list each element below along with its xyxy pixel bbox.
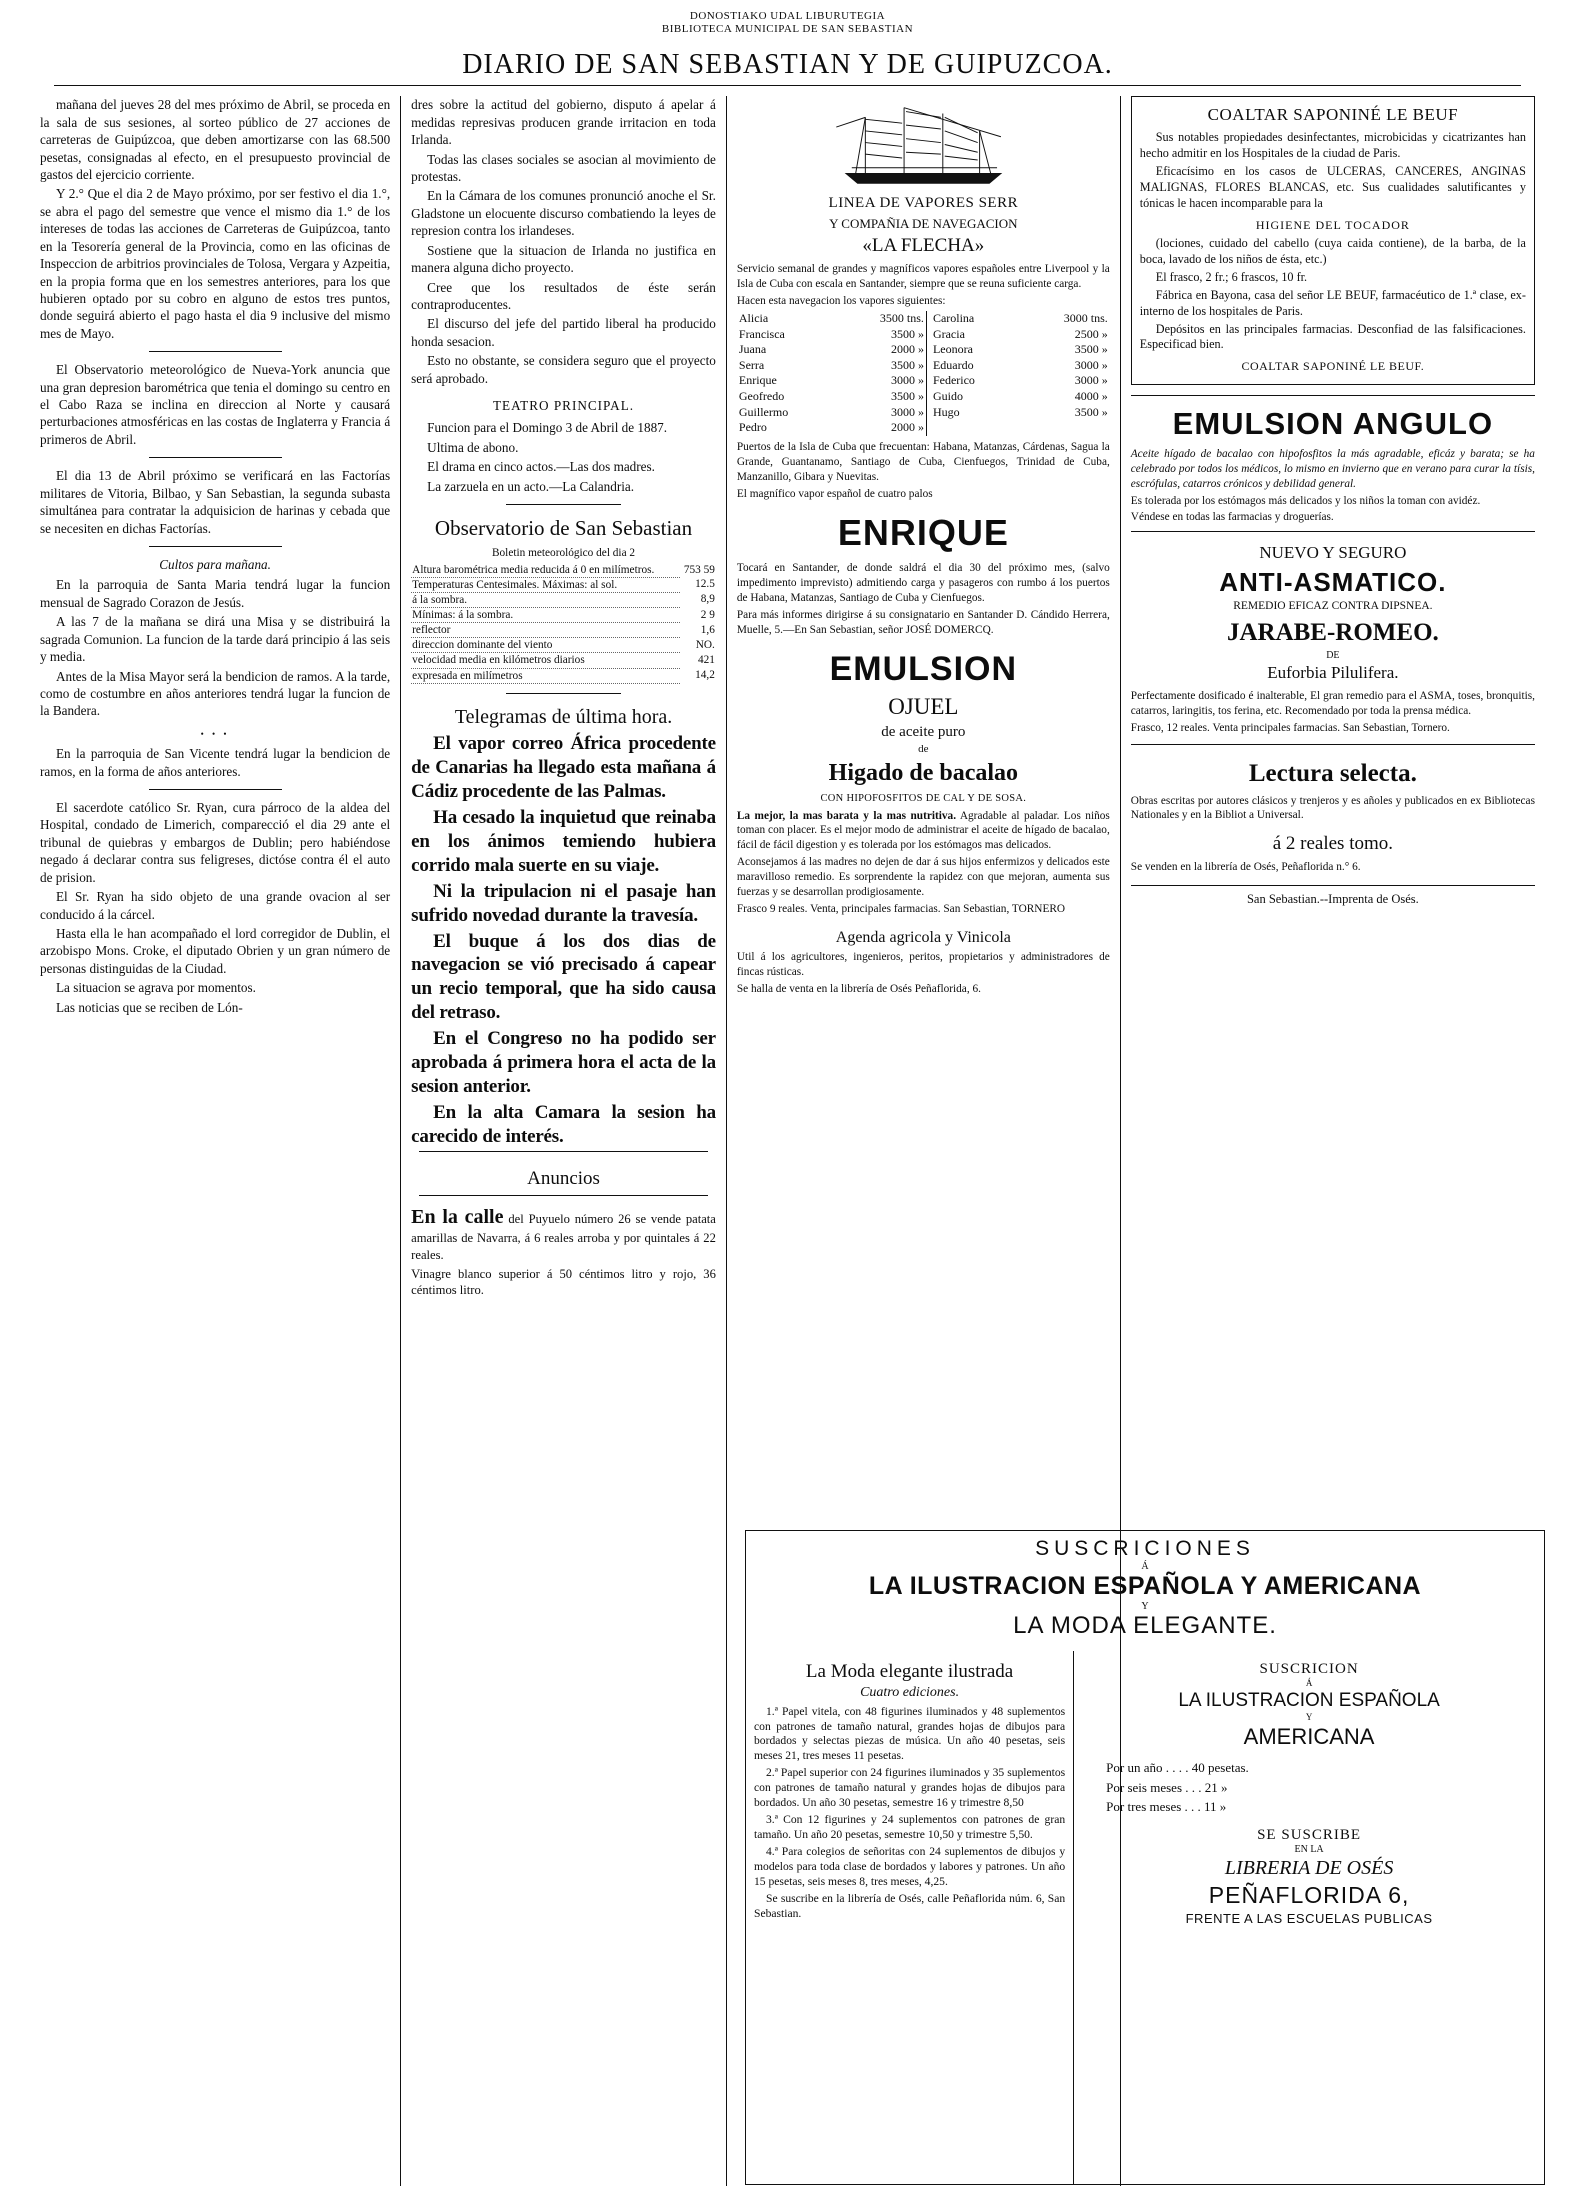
paragraph-divider: [149, 546, 282, 547]
ship-tons: 3000 »: [1074, 357, 1108, 372]
shipping-fleet-intro: Hacen esta navegacion los vapores siguientes:: [736, 295, 946, 308]
ad-price-2reales: á 2 reales tomo.: [1272, 833, 1394, 855]
section-heading-observatorio: Observatorio de San Sebastian: [434, 516, 693, 541]
subscription-left-column: [746, 1651, 1073, 2184]
obs-value: 421: [697, 653, 715, 666]
telegram-item: El vapor correo África procedente de Canarias ha llegado esta mañana á Cádiz procedente de las Palmas.: [411, 733, 716, 802]
magnifico-text: El magnífico vapor español de cuatro palos: [736, 487, 933, 500]
ship-name: Federico: [926, 373, 1020, 389]
ship-tons: 4000 »: [1074, 389, 1108, 403]
article-paragraph: Las noticias que se reciben de Lón-: [56, 999, 243, 1015]
bookstore-address: PEÑAFLORIDA 6,: [1208, 1881, 1410, 1908]
ad-word-de: DE: [1326, 650, 1340, 662]
ad-divider: [1131, 531, 1535, 532]
obs-value: 1,6: [700, 623, 715, 636]
article-paragraph: El Observatorio meteorológico de Nueva-York anuncia que una gran depresion barométrica que tenia el domingo su centro en el Cabo Raza se inclina en direccion al Norte y causará perturbaciones atmosféricas en las costas de Inglaterra y Francia á primeros de Abril.: [40, 362, 391, 447]
price-label: Por tres meses: [1106, 1799, 1182, 1814]
price-value: 21 »: [1204, 1779, 1228, 1795]
emulsion-claim: [737, 809, 1110, 854]
article-paragraph: En la parroquia de Santa Maria tendrá lugar la funcion mensual de Sagrado Corazon de Jesús.: [40, 577, 391, 610]
ad-divider: [1131, 395, 1535, 396]
anuncios-divider: [419, 1151, 708, 1152]
ports-text: Puertos de la Isla de Cuba que frecuentan: Habana, Matanzas, Cárdenas, Sagua la Grande, Guantanamo, Santiago de Cuba, Cienfuegos, Trinidad de Cuba, Manzanillo, Gibara y Nuevitas.: [736, 440, 1110, 483]
anuncios-divider-2: [419, 1195, 708, 1196]
ad-paragraph: Frasco, 12 reales. Venta principales farmacias. San Sebastian, Tornero.: [1130, 721, 1450, 734]
obs-label: á la sombra.: [411, 592, 679, 607]
telegram-item: En la alta Camara la sesion ha carecido de interés.: [411, 1102, 716, 1148]
bookstore-name: LIBRERIA DE OSÉS: [1224, 1856, 1394, 1879]
se-suscribe-label: SE SUSCRIBE: [1257, 1826, 1362, 1843]
theatre-line: La zarzuela en un acto.—La Calandria.: [427, 478, 635, 494]
classified-ad-headline: En la calle: [411, 1206, 504, 1229]
suscricion-publication: LA ILUSTRACION ESPAÑOLA: [1178, 1690, 1440, 1711]
obs-label: velocidad media en kilómetros diarios: [411, 653, 679, 668]
obs-value: 14,2: [695, 669, 715, 682]
shipping-line-title: LINEA DE VAPORES SERR: [828, 195, 1019, 212]
article-paragraph: mañana del jueves 28 del mes próximo de Abril, se proceda en la sala de sus sesiones, al sorteo público de 27 acciones de carreteras de Guipúzcoa, que deben amortizarse con las 68.500 pesetas, consignadas al efecto, en el presupuesto provincial de gastos del ejercicio corriente.: [40, 97, 391, 182]
telegram-item: El buque á los dos dias de navegacion se vió precisado á capear un recio temporal, que ha sido causa del retraso.: [411, 930, 716, 1024]
article-paragraph: Sostiene que la situacion de Irlanda no justifica en manera alguna dicho proyecto.: [411, 242, 716, 276]
ad-subtitle: de aceite puro: [881, 723, 966, 740]
paragraph-divider: [149, 789, 282, 790]
ship-tons: 2500 »: [1074, 326, 1108, 341]
ad-paragraph: Eficacísimo en los casos de ULCERAS, CANCERES, ANGINAS MALIGNAS, FLORES BLANCAS, etc. Sus cualidades salutificantes y tónicas le hacen incomparable para la: [1139, 164, 1526, 210]
ad-subtitle-euforbia: Euforbia Pilulifera.: [1267, 663, 1399, 683]
theatre-line: El drama en cinco actos.—Las dos madres.: [427, 459, 655, 475]
article-paragraph: Hasta ella le han acompañado el lord corregidor de Dublin, el arzobispo Mons. Croke, el diputado Obrien y un gran número de personas distinguidas de la Ciudad.: [40, 926, 391, 976]
paragraph-dot-divider: [149, 724, 282, 741]
subscription-columns: [746, 1651, 1544, 2184]
ship-tons: 3000 »: [890, 404, 924, 419]
table-row: [737, 342, 1110, 358]
library-stamp-line-2: BIBLIOTECA MUNICIPAL DE SAN SEBASTIAN: [661, 22, 914, 35]
article-paragraph: En la Cámara de los comunes pronunció anoche el Sr. Gladstone un elocuente discurso combatiendo la leyes de represion contra los irlandeses.: [411, 188, 716, 239]
table-row: [411, 563, 716, 578]
ship-name: Leonora: [926, 342, 1020, 358]
page-title: DIARIO DE SAN SEBASTIAN Y DE GUIPUZCOA.: [462, 49, 1113, 81]
ship-name: Eduardo: [926, 358, 1020, 374]
agenda-venta: Se halla de venta en la librería de Osés Peñaflorida, 6.: [736, 982, 981, 995]
ad-paragraph: El frasco, 2 fr.; 6 frascos, 10 fr.: [1155, 269, 1308, 284]
emulsion-claim-rest: Agradable al paladar. Los niños toman con placer. Es el mejor modo de administrar el aceite de hígado de bacalao, fácil de fácil digestion y es tolerada por los estómagos mas delicados.: [736, 809, 1110, 852]
moda-edition-item: 2.ª Papel superior con 24 figurines iluminados y 35 suplementos con patrones de tamaño natural y grandes hojas de dibujos para bordados. Un año 30 pesetas, semestre 16 y trimestre 8,50: [754, 1766, 1066, 1809]
ad-footer-coaltar: COALTAR SAPONINÉ LE BEUF.: [1241, 359, 1425, 374]
obs-label: Mínimas: á la sombra.: [411, 608, 679, 623]
section-heading-anuncios: Anuncios: [527, 1167, 600, 1189]
masthead: [30, 10, 1545, 81]
article-paragraph: Esto no obstante, se considera seguro que el proyecto será aprobado.: [411, 353, 716, 386]
table-row: [411, 638, 716, 653]
ship-name: Francisca: [738, 326, 785, 341]
price-dots: . . . .: [1165, 1760, 1189, 1775]
price-label: Por un año: [1106, 1760, 1163, 1775]
ad-paragraph: Depósitos en las principales farmacias. Desconfiad de las falsificaciones. Especificad bien.: [1139, 321, 1526, 352]
classified-ad-body: del Puyuelo número 26 se vende patata amarillas de Navarra, á 6 reales arroba y por quintales á 22 reales.: [411, 1212, 716, 1263]
obs-value: 12.5: [695, 578, 715, 591]
sailing-ship-illustration: [737, 98, 1110, 190]
library-stamp-line-1: DONOSTIAKO UDAL LIBURUTEGIA: [689, 10, 886, 22]
ad-paragraph: Aceite hígado de bacalao con hipofosfitos la más agradable, eficáz y barata; se ha celebrado por todos los médicos, lo mismo en invierno que en verano para curar la tísis, escrófulas, catarros crónicos y debilidad general.: [1130, 447, 1535, 490]
subscription-ad-header: [746, 1531, 1544, 1646]
emulsion-advice: Aconsejamos á las madres no dejen de dar á sus hijos enfermizos y delicados este maravilloso remedio. Es sorprendente la rapidez con que mejoran, aumenta sus fuerzas y se desarrollan prodigiosamente.: [736, 856, 1110, 899]
article-paragraph: El discurso del jefe del partido liberal ha producido honda sesacion.: [411, 316, 716, 349]
ship-fleet-table: [737, 311, 1110, 436]
article-paragraph: El sacerdote católico Sr. Ryan, cura párroco de la aldea del Hospital, condado de Limerich, comparecció el dia 29 ante el tribunal de quiebras y embargos de Dublin; pero habiéndose negado á declarar contra sus feligreses, dictóse contra él el auto de prision.: [40, 800, 391, 885]
ad-paragraph: Fábrica en Bayona, casa del señor LE BEUF, farmacéutico de 1.ª clase, ex-interno de los hospitales de Paris.: [1139, 287, 1526, 318]
theatre-line: Ultima de abono.: [427, 439, 519, 455]
enrique-agent: Para más informes dirigirse á su consignatario en Santander D. Cándido Herrera, Muelle, 5.—En San Sebastian, señor JOSÉ DOMERCQ.: [736, 608, 1110, 636]
article-paragraph: dres sobre la actitud del gobierno, disputo á apelar á medidas represivas producen grande irritacion en toda Irlanda.: [411, 97, 716, 148]
ship-tons: 3500 »: [890, 357, 924, 372]
moda-editions: Cuatro ediciones.: [860, 1685, 960, 1700]
ad-subtitle-de: de: [918, 743, 929, 756]
ship-tons: 3000 tns.: [1063, 311, 1108, 326]
article-paragraph: La situacion se agrava por momentos.: [56, 980, 256, 996]
obs-value: NO.: [695, 638, 715, 651]
ship-name: Guido: [926, 389, 1020, 405]
obs-value: 2 9: [700, 608, 715, 621]
subscription-preposition: Á: [1141, 1561, 1149, 1572]
table-row: [737, 405, 1110, 421]
suscricion-conjunction: Y: [1305, 1712, 1313, 1722]
ship-name: Juana: [738, 342, 767, 357]
ship-tons: 3500 »: [1074, 342, 1108, 357]
ad-subtitle-higado: Higado de bacalao: [828, 760, 1019, 786]
ad-box-coaltar: [1131, 96, 1535, 385]
ship-name: Serra: [738, 357, 765, 372]
column-2: [401, 96, 727, 2186]
ship-name: Geofredo: [738, 389, 785, 403]
ship-name: Gracia: [926, 327, 1020, 343]
moda-title: La Moda elegante ilustrada: [805, 1661, 1014, 1682]
price-value: 11 »: [1204, 1799, 1227, 1814]
agenda-body: Util á los agricultores, ingenieros, peritos, propietarios y administradores de fincas rústicas.: [736, 950, 1110, 978]
price-row: [1106, 1797, 1536, 1817]
moda-edition-item: 4.ª Para colegios de señoritas con 24 suplementos de dibujos y modelos para toda clase de bordados y labores y patrones. Un año 15 pesetas, seis meses 8, tres meses, 4,25.: [754, 1845, 1066, 1888]
price-value: 40 pesetas.: [1191, 1760, 1249, 1775]
table-row: [411, 653, 716, 668]
ship-tons: 3500 tns.: [879, 311, 924, 326]
suscricion-label: SUSCRICION: [1259, 1661, 1359, 1677]
article-paragraph: Cree que los resultados de éste serán contraproducentes.: [411, 279, 716, 312]
imprint-line: San Sebastian.--Imprenta de Osés.: [1131, 885, 1535, 908]
shipping-service-text: Servicio semanal de grandes y magníficos vapores españoles entre Liverpool y la Isla de Cuba con escala en Santander, siempre que se reuna suficiente carga.: [736, 263, 1110, 291]
subscription-publication-1: LA ILUSTRACION ESPAÑOLA Y AMERICANA: [868, 1572, 1422, 1600]
article-paragraph: Todas las clases sociales se asocian al movimiento de protestas.: [411, 151, 716, 184]
table-row: [411, 592, 716, 607]
telegram-item: Ha cesado la inquietud que reinaba en los ánimos temiendo hubiera corrido mala suerte en su viaje.: [411, 806, 716, 876]
ad-headline-agenda: Agenda agricola y Vinicola: [835, 928, 1011, 946]
telegram-item: Ni la tripulacion ni el pasaje han sufrido novedad durante la travesía.: [411, 880, 716, 926]
bookstore-location-note: FRENTE A LAS ESCUELAS PUBLICAS: [1185, 1910, 1433, 1926]
emulsion-price: Frasco 9 reales. Venta, principales farmacias. San Sebastian, TORNERO: [736, 902, 1066, 915]
table-row: [411, 577, 716, 592]
obs-value: 753 59: [683, 563, 715, 576]
ad-paragraph: Se venden en la librería de Osés, Peñaflorida n.° 6.: [1130, 861, 1361, 874]
article-paragraph: Y 2.° Que el dia 2 de Mayo próximo, por ser festivo el dia 1.°, se abra el pago del semestre que vence el mismo dia 1.° de los intereses de todas las acciones de Carreteras de Guipúzcoa, tanto en la Tesorería general de la Provincia, como en las oficinas de Inspeccion de arbitrios provinciales de Tolosa, Vergara y Azpeitia, en la propia forma que en los semestres anteriores, para los que hubieren optado por su cobro en alguno de estos tres puntos, donde seguirá abierto el pago hasta el dia 9 inclusive del mismo mes de Mayo.: [40, 186, 391, 341]
ad-brand-ojuel: OJUEL: [888, 694, 959, 720]
ship-tons: 3000 »: [1074, 373, 1108, 388]
theatre-line: Funcion para el Domingo 3 de Abril de 1887.: [427, 420, 668, 436]
ship-name: Pedro: [738, 420, 767, 435]
price-row: [1106, 1758, 1536, 1778]
ad-headline-antiasmatico: ANTI-ASMATICO.: [1219, 566, 1447, 597]
ad-paragraph: (lociones, cuidado del cabello (cuya caida contiene), de la barba, de la boca, lavado de los niños de ésta, etc.): [1139, 236, 1526, 267]
price-dots: . . .: [1185, 1779, 1202, 1795]
ad-paragraph: Es tolerada por los estómagos más delicados y los niños la toman con avidéz.: [1130, 494, 1481, 507]
shipping-brand: «LA FLECHA»: [862, 235, 985, 257]
ad-subtitle-remedio: REMEDIO EFICAZ CONTRA DIPSNEA.: [1233, 600, 1433, 613]
ad-headline-enrique: ENRIQUE: [837, 512, 1009, 554]
suscricion-preposition: Á: [1305, 1678, 1313, 1688]
obs-value: 8,9: [700, 593, 715, 606]
table-row: [411, 668, 716, 683]
subscription-conjunction: Y: [1141, 1601, 1149, 1612]
table-row: [737, 311, 1110, 327]
article-paragraph: El Sr. Ryan ha sido objeto de una grande ovacion al ser conducido á la cárcel.: [40, 889, 391, 922]
ship-tons: 2000 »: [890, 342, 924, 357]
paragraph-divider: [506, 504, 622, 505]
moda-edition-item: 3.ª Con 12 figurines y 24 suplementos con patrones de gran tamaño. Un año 20 pesetas, semestre 10,50 y trimestre 5,50.: [754, 1813, 1066, 1841]
ad-divider: [1131, 744, 1535, 745]
article-paragraph: El dia 13 de Abril próximo se verificará en las Factorías militares de Vitoria, Bilbao, y San Sebastian, la segunda subasta simultánea para contratar la adquisicion de harinas y cebada que se necesiten en dichas Factorías.: [40, 468, 391, 536]
subscription-publication-2: LA MODA ELEGANTE.: [1013, 1612, 1277, 1639]
section-heading-cultos: Cultos para mañana.: [159, 556, 271, 572]
subscription-ad-box: [745, 1530, 1545, 2185]
price-row: [1106, 1778, 1536, 1798]
en-la-label: EN LA: [1294, 1843, 1324, 1855]
ship-tons-empty: [1020, 420, 1109, 436]
table-row: [737, 373, 1110, 389]
ship-tons: 3000 »: [890, 373, 924, 388]
table-row: [737, 420, 1110, 436]
shipping-company: Y COMPAÑIA DE NAVEGACION: [829, 216, 1018, 232]
price-label: Por seis meses: [1106, 1779, 1183, 1795]
ad-subtitle-higiene: HIGIENE DEL TOCADOR: [1255, 217, 1410, 232]
observatory-subtitle: Boletin meteorológico del dia 2: [492, 546, 636, 559]
ad-subtitle-hipofosfitos: CON HIPOFOSFITOS DE CAL Y DE SOSA.: [820, 792, 1027, 804]
ship-name: Hugo: [926, 405, 1020, 421]
ship-name: Carolina: [926, 311, 1020, 327]
paragraph-divider: [149, 351, 282, 352]
ad-headline-lectura: Lectura selecta.: [1248, 759, 1417, 787]
ship-tons: 3500 »: [890, 326, 924, 341]
ship-tons: 2000 »: [890, 420, 924, 435]
ad-paragraph: Sus notables propiedades desinfectantes, microbicidas y cicatrizantes han hecho admitir en los Hospitales de la ciudad de Paris.: [1139, 130, 1526, 161]
moda-edition-item: 1.ª Papel vitela, con 48 figurines iluminados y 48 suplementos con patrones de tamaño natural, grandes hojas de dibujos para bordados y selectas piezas de música. Un año 40 pesetas, seis meses 21, tres meses 11 pesetas.: [754, 1705, 1066, 1762]
column-1: [30, 96, 401, 2186]
ship-name-empty: [926, 420, 1020, 436]
moda-subscribe-note: Se suscribe en la librería de Osés, calle Peñaflorida núm. 6, San Sebastian.: [754, 1892, 1066, 1920]
ship-name: Guillermo: [738, 404, 789, 419]
obs-label: Altura barométrica media reducida á 0 en milímetros.: [411, 563, 679, 578]
obs-label: expresada en milímetros: [411, 668, 679, 683]
ad-headline-emulsion-angulo: EMULSION ANGULO: [1172, 405, 1494, 441]
article-paragraph: A las 7 de la mañana se dirá una Misa y se distribuirá la sagrada Comunion. La funcion de la tarde dará principio á las seis y media.: [40, 614, 391, 665]
paragraph-divider: [506, 693, 622, 694]
emulsion-claim-bold: La mejor, la mas barata y la mas nutritiva.: [736, 809, 957, 822]
ad-kicker-nuevo: NUEVO Y SEGURO: [1259, 543, 1407, 563]
table-row: [411, 608, 716, 623]
masthead-rule: [54, 85, 1521, 86]
ship-name: Enrique: [738, 373, 777, 388]
table-row: [411, 623, 716, 638]
table-row: [737, 389, 1110, 405]
ad-title-coaltar: COALTAR SAPONINÉ LE BEUF: [1207, 105, 1459, 125]
observatory-table: [411, 563, 716, 684]
price-dots: . . .: [1184, 1799, 1201, 1814]
ad-paragraph: Obras escritas por autores clásicos y trenjeros y es añoles y publicados en ex Bibliotecas Nationales y en la Bibliot a Universal.: [1130, 794, 1535, 822]
ship-name: Alicia: [738, 311, 769, 326]
section-heading-teatro: TEATRO PRINCIPAL.: [492, 398, 635, 414]
ship-tons: 3500 »: [890, 389, 924, 403]
ad-paragraph: Véndese en todas las farmacias y droguerías.: [1130, 511, 1334, 524]
table-row: [737, 358, 1110, 374]
ad-paragraph: Perfectamente dosificado é inalterable, El gran remedio para el ASMA, toses, bronquitis, catarros, laringitis, tos ferina, etc. Recomendado por toda la prensa médica.: [1130, 689, 1535, 717]
telegram-item: En el Congreso no ha podido ser aprobada á primera hora el acta de la sesion anterior.: [411, 1028, 716, 1098]
classified-ad: [411, 1204, 716, 1264]
subscription-right-column: [1073, 1651, 1544, 2184]
subscription-title: SUSCRICIONES: [1035, 1537, 1255, 1560]
ad-headline-emulsion: EMULSION: [829, 650, 1018, 689]
obs-label: direccion dominante del viento: [411, 638, 679, 653]
section-heading-telegramas: Telegramas de última hora.: [454, 705, 673, 728]
enrique-body: Tocará en Santander, de donde saldrá el dia 30 del próximo mes, (salvo impedimento imprevisto) admitiendo carga y pasageros con rumbo á los puertos de Habana, Matanzas, Santiago de Cuba y Cienfuegos.: [736, 561, 1110, 604]
suscricion-publication-2: AMERICANA: [1243, 1724, 1375, 1749]
obs-label: Temperaturas Centesimales. Máximas: al sol.: [411, 577, 679, 592]
ad-brand-jarabe-romeo: JARABE-ROMEO.: [1226, 619, 1439, 647]
paragraph-divider: [149, 457, 282, 458]
article-paragraph: En la parroquia de San Vicente tendrá lugar la bendicion de ramos, en la forma de años anteriores.: [40, 746, 391, 779]
table-row: [737, 327, 1110, 343]
article-paragraph: Antes de la Misa Mayor será la bendicion de ramos. A la tarde, como de costumbre en años anteriores tendrá lugar la funcion de la Bandera.: [40, 668, 391, 719]
ship-tons: 3500 »: [1074, 404, 1108, 419]
obs-label: reflector: [411, 623, 679, 638]
classified-ad-2: Vinagre blanco superior á 50 céntimos litro y rojo, 36 céntimos litro.: [411, 1266, 716, 1298]
